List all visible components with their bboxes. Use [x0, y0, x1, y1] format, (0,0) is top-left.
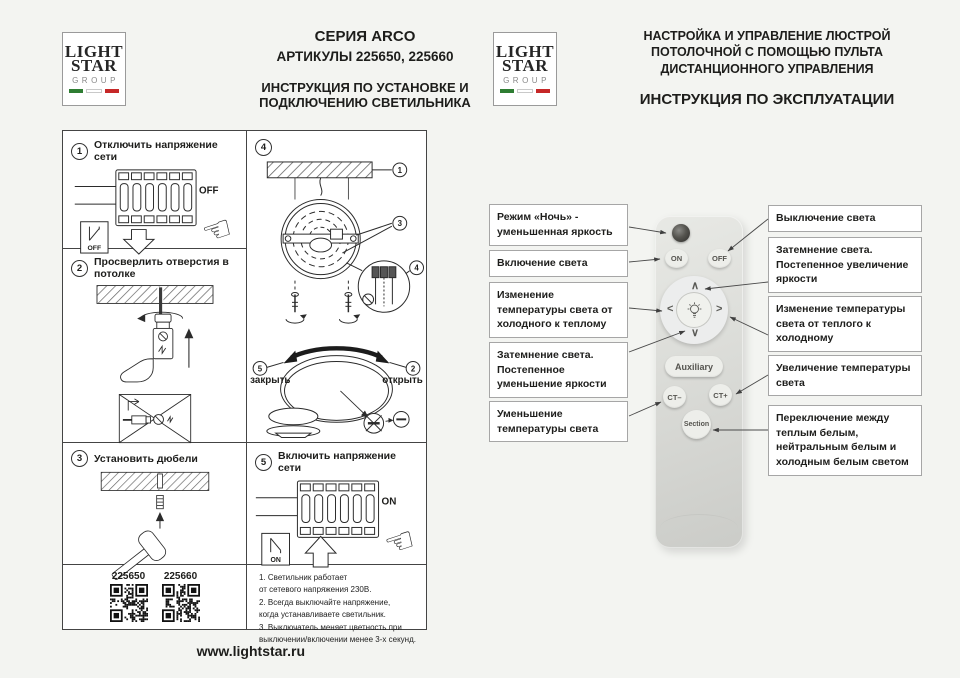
note-line: от сетевого напряжения 230В.	[259, 585, 372, 595]
logo-group: GROUP	[72, 76, 119, 86]
wrong-usage-crossed-box	[119, 394, 190, 442]
logo-star: STAR	[501, 56, 549, 75]
flag-green	[69, 89, 83, 93]
usage-title-line3: ДИСТАНЦИОННОГО УПРАВЛЕНИЯ	[660, 61, 874, 76]
flag-white	[86, 89, 102, 93]
italy-flag-icon	[500, 89, 550, 93]
flag-red	[105, 89, 119, 93]
auxiliary-button: Auxiliary	[665, 356, 723, 377]
hand-icon: ☜	[197, 208, 238, 254]
callout-dim-increase: Затемнение света. Постепенное увеличение яркости	[768, 237, 922, 293]
hand-icon: ☜	[379, 520, 421, 566]
step-number-badge: 1	[71, 143, 88, 160]
website-url: www.lightstar.ru	[196, 643, 305, 659]
step4-cell	[247, 131, 426, 442]
pad-left-icon: <	[667, 303, 674, 315]
ceiling-with-dowel	[101, 472, 209, 528]
bulb-icon	[687, 302, 702, 319]
flag-green	[500, 89, 514, 93]
off-button: OFF	[708, 249, 731, 268]
note-line: 2. Всегда выключайте напряжение,	[259, 597, 391, 607]
breaker-panel	[75, 170, 196, 226]
series-title: СЕРИЯ ARCO	[314, 28, 416, 45]
callout-night-mode: Режим «Ночь» - уменьшенная яркость	[489, 204, 628, 246]
pad-down-icon: ∨	[691, 327, 700, 339]
logo-star: STAR	[70, 56, 118, 75]
step-number-badge: 4	[255, 139, 272, 156]
logo-light: LIGHT	[64, 41, 124, 61]
step1-header	[63, 131, 246, 165]
note-line: выключении/включении менее 3-х секунд.	[259, 634, 416, 644]
callout-dim-decrease: Затемнение света. Постепенное уменьшение яркости	[489, 342, 628, 398]
qr-cell	[63, 564, 246, 629]
logo-group: GROUP	[503, 76, 550, 86]
step2-cell	[63, 248, 246, 442]
callout-temp-decrease: Уменьшение температуры света	[489, 401, 628, 442]
section-button: Section	[682, 410, 711, 439]
qr-column-1	[110, 571, 148, 622]
notes-cell	[247, 564, 426, 644]
qr-column-2	[162, 571, 200, 622]
callout-light-on: Включение света	[489, 250, 628, 277]
step2-illustration-drill	[65, 282, 245, 448]
callout-temp-cold-to-warm: Изменение температуры света от холодного к теплому	[489, 282, 628, 338]
direction-pad	[660, 276, 728, 344]
step-number-badge: 5	[255, 454, 272, 471]
install-subtitle-line2: ПОДКЛЮЧЕНИЮ СВЕТИЛЬНИКА	[259, 95, 471, 111]
logo-light: LIGHT	[495, 41, 555, 61]
off-label: OFF	[199, 185, 219, 197]
step-label: Отключить напряжение сети	[94, 139, 218, 163]
ct-plus-button: CT+	[709, 384, 732, 406]
pad-up-icon: ∧	[691, 280, 700, 292]
switch-on-text: ON	[270, 557, 281, 565]
step4-header	[247, 131, 426, 158]
remote-seam	[660, 514, 738, 531]
switch-off-text: OFF	[87, 245, 102, 253]
callout-4: 4	[414, 263, 419, 273]
callout-temp-increase: Увеличение температуры света	[768, 355, 922, 396]
qr-label-2: 225660	[163, 571, 198, 582]
up-arrow	[305, 536, 336, 567]
usage-title	[617, 28, 917, 77]
qr-code-icon	[162, 584, 200, 622]
right-header	[617, 28, 917, 108]
close-label: закрыть	[250, 375, 291, 387]
remote-control	[655, 216, 743, 548]
night-mode-button	[672, 224, 690, 242]
usage-title-line2: ПОТОЛОЧНОЙ С ПОМОЩЬЮ ПУЛЬТА	[650, 45, 883, 60]
pad-right-icon: >	[716, 303, 723, 315]
step4-illustration-diffuser	[247, 334, 426, 438]
step4-illustration-mounting-plate	[247, 158, 426, 334]
flag-red	[536, 89, 550, 93]
qr-code-icon	[110, 584, 148, 622]
step2-header	[63, 248, 246, 282]
step-label: Включить напряжение сети	[278, 450, 396, 474]
callout-light-off: Выключение света	[768, 205, 922, 232]
qr-label-1: 225650	[111, 571, 146, 582]
step1-cell	[63, 131, 246, 254]
step-number-badge: 3	[71, 450, 88, 467]
usage-subtitle: ИНСТРУКЦИЯ ПО ЭКСПЛУАТАЦИИ	[639, 90, 895, 108]
lightstar-logo	[493, 32, 557, 106]
open-label: открыть	[382, 375, 423, 387]
callout-1: 1	[397, 165, 402, 175]
note-line: когда устанавливаете светильник.	[259, 610, 386, 620]
step5-header	[247, 442, 426, 476]
step-number-badge: 2	[71, 260, 88, 277]
note-line: 3. Выключатель меняет цветность при	[259, 622, 402, 632]
instruction-box	[62, 130, 427, 644]
step5-illustration-breaker-on	[248, 476, 425, 570]
callout-3: 3	[397, 219, 402, 229]
step-label: Установить дюбели	[94, 452, 198, 465]
flag-white	[517, 89, 533, 93]
callout-temp-warm-to-cold: Изменение температуры света от теплого к холодному	[768, 296, 922, 352]
articles-line: АРТИКУЛЫ 225650, 225660	[276, 49, 454, 64]
diffuser-diagram	[253, 348, 420, 437]
ct-minus-button: CT–	[663, 386, 686, 408]
step1-illustration-breaker-off	[66, 165, 243, 255]
install-subtitle-line1: ИНСТРУКЦИЯ ПО УСТАНОВКЕ И	[261, 80, 469, 95]
ceiling-with-drill	[96, 286, 212, 382]
callout-2: 2	[410, 364, 416, 374]
qr-codes	[63, 564, 246, 622]
step-label: Просверлить отверстия в потолке	[94, 256, 229, 280]
breaker-panel	[256, 481, 379, 537]
bulb-button	[677, 293, 711, 327]
note-line: 1. Светильник работает	[259, 573, 348, 582]
lightstar-logo	[62, 32, 126, 106]
italy-flag-icon	[69, 89, 119, 93]
step5-cell	[247, 442, 426, 564]
step3-illustration-dowel-hammer	[65, 469, 245, 565]
on-label: ON	[381, 496, 397, 508]
usage-title-line1: НАСТРОЙКА И УПРАВЛЕНИЕ ЛЮСТРОЙ	[643, 29, 891, 43]
callout-section-switch: Переключение между теплым белым, нейтральным белым и холодным белым светом	[768, 405, 922, 476]
notes-text	[247, 564, 426, 646]
callout-5: 5	[257, 364, 263, 374]
step3-header	[63, 442, 246, 469]
mounting-diagram	[267, 162, 423, 323]
on-button: ON	[665, 249, 688, 268]
step3-cell	[63, 442, 246, 564]
